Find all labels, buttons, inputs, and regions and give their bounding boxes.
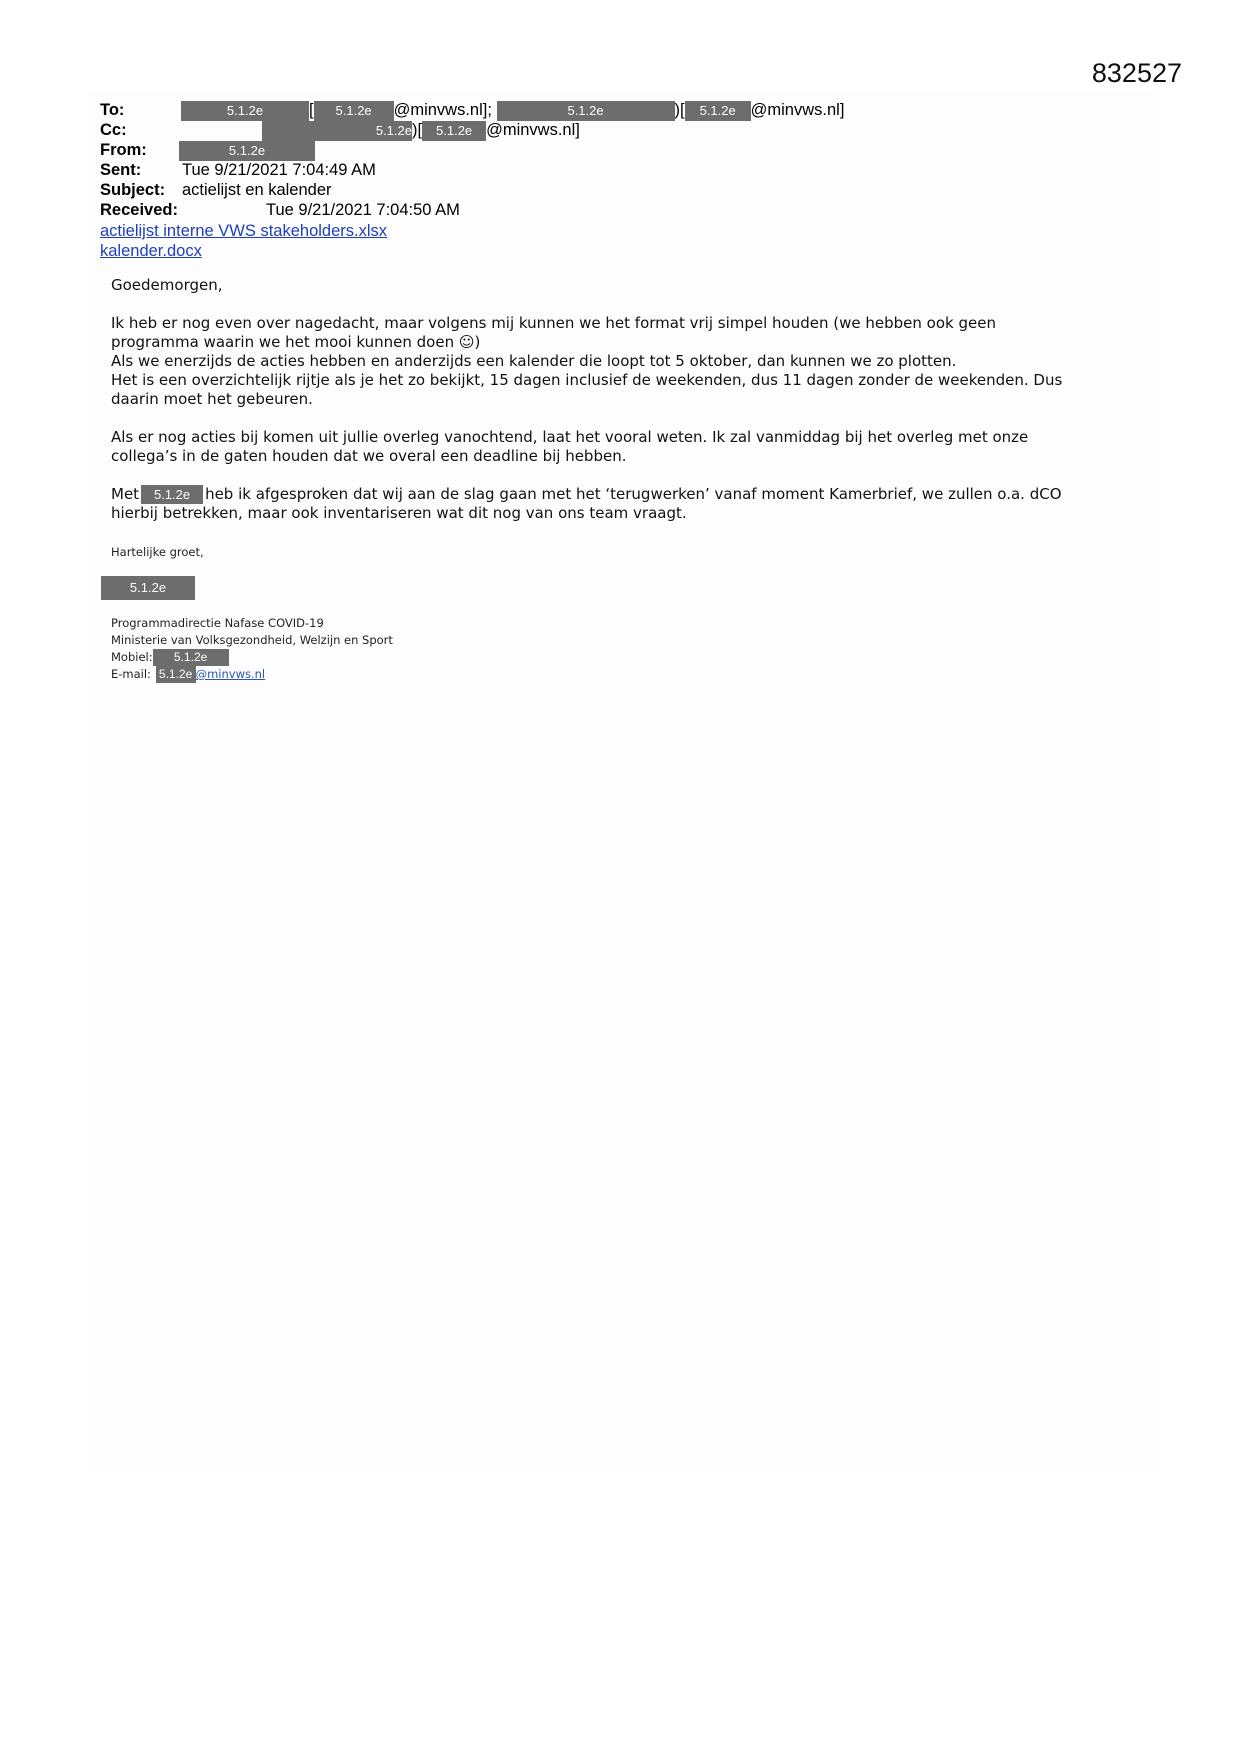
paragraph-1-line: programma waarin we het mooi kunnen doen ☺) bbox=[111, 333, 481, 351]
signature-email bbox=[111, 666, 393, 683]
signature-org-1: Programmadirectie Nafase COVID-19 bbox=[111, 616, 324, 630]
email-body bbox=[111, 276, 1131, 523]
cc-domain: @minvws.nl] bbox=[486, 121, 580, 139]
cc-separator: )[ bbox=[412, 121, 423, 139]
sent-label: Sent: bbox=[100, 161, 142, 179]
signature-mobile bbox=[111, 649, 393, 666]
paragraph-1-line: Ik heb er nog even over nagedacht, maar volgens mij kunnen we het format vrij simpel houden (we hebben ook geen bbox=[111, 314, 996, 332]
paragraph-2-line: Als er nog acties bij komen uit jullie overleg vanochtend, laat het vooral weten. Ik zal vanmiddag bij het overleg met onze bbox=[111, 428, 1029, 446]
redaction-box: 5.1.2e bbox=[181, 101, 309, 121]
redaction-box: 5.1.2e bbox=[153, 649, 229, 666]
redaction-box: 5.1.2e bbox=[497, 101, 675, 121]
cc-label: Cc: bbox=[100, 121, 127, 139]
subject-label: Subject: bbox=[100, 181, 166, 199]
subject-value: actielijst en kalender bbox=[182, 181, 332, 199]
attachment-link-docx[interactable]: kalender.docx bbox=[100, 242, 202, 260]
paragraph-1-line: daarin moet het gebeuren. bbox=[111, 390, 313, 408]
redaction-box: 5.1.2e bbox=[156, 666, 196, 683]
paragraph-1-line: Het is een overzichtelijk rijtje als je het zo bekijkt, 15 dagen inclusief de weekenden, dus 11 dagen zonder de weekenden. Dus bbox=[111, 371, 1063, 389]
to-domain-2: @minvws.nl] bbox=[750, 101, 845, 119]
attachments-list bbox=[100, 221, 387, 261]
to-separator-1: [ bbox=[309, 101, 314, 119]
mobile-label: Mobiel: bbox=[111, 650, 153, 664]
received-label: Received: bbox=[100, 201, 178, 219]
signature-block bbox=[111, 615, 393, 683]
paragraph-3-prefix: Met bbox=[111, 485, 140, 503]
to-label: To: bbox=[100, 101, 125, 119]
attachment-link-xlsx[interactable]: actielijst interne VWS stakeholders.xlsx bbox=[100, 222, 388, 240]
signature-name bbox=[101, 576, 195, 600]
paragraph-3-rest: heb ik afgesproken dat wij aan de slag gaan met het ‘terugwerken’ vanaf moment Kamerbrief, we zullen o.a. dCO bbox=[205, 485, 1062, 503]
paragraph-2-line: collega’s in de gaten houden dat we overal een deadline bij hebben. bbox=[111, 447, 627, 465]
greeting: Goedemorgen, bbox=[111, 276, 223, 294]
redaction-box: 5.1.2e bbox=[685, 101, 751, 121]
document-number: 832527 bbox=[1091, 58, 1182, 88]
signature-org-2: Ministerie van Volksgezondheid, Welzijn en Sport bbox=[111, 633, 393, 647]
to-separator-2: )[ bbox=[674, 101, 685, 119]
from-label: From: bbox=[100, 141, 147, 159]
redaction-box: 5.1.2e bbox=[179, 141, 315, 161]
to-domain-1: @minvws.nl]; bbox=[393, 101, 492, 119]
received-value: Tue 9/21/2021 7:04:50 AM bbox=[266, 201, 460, 219]
paragraph-3-line: hierbij betrekken, maar ook inventariseren wat dit nog van ons team vraagt. bbox=[111, 504, 687, 522]
paragraph-1-line: Als we enerzijds de acties hebben en anderzijds een kalender die loopt tot 5 oktober, dan kunnen we zo plotten. bbox=[111, 352, 957, 370]
redaction-box: 5.1.2e bbox=[314, 101, 394, 121]
redaction-box: 5.1.2e bbox=[422, 121, 486, 141]
paragraph-3-line bbox=[111, 485, 1131, 504]
redaction-box: 5.1.2e bbox=[101, 576, 195, 600]
email-domain-link[interactable]: @minvws.nl bbox=[195, 667, 266, 681]
redaction-box: 5.1.2e bbox=[141, 485, 203, 504]
email-label: E-mail: bbox=[111, 667, 151, 681]
sent-value: Tue 9/21/2021 7:04:49 AM bbox=[182, 161, 376, 179]
redaction-box: 5.1.2e bbox=[262, 121, 412, 141]
closing: Hartelijke groet, bbox=[111, 545, 204, 559]
